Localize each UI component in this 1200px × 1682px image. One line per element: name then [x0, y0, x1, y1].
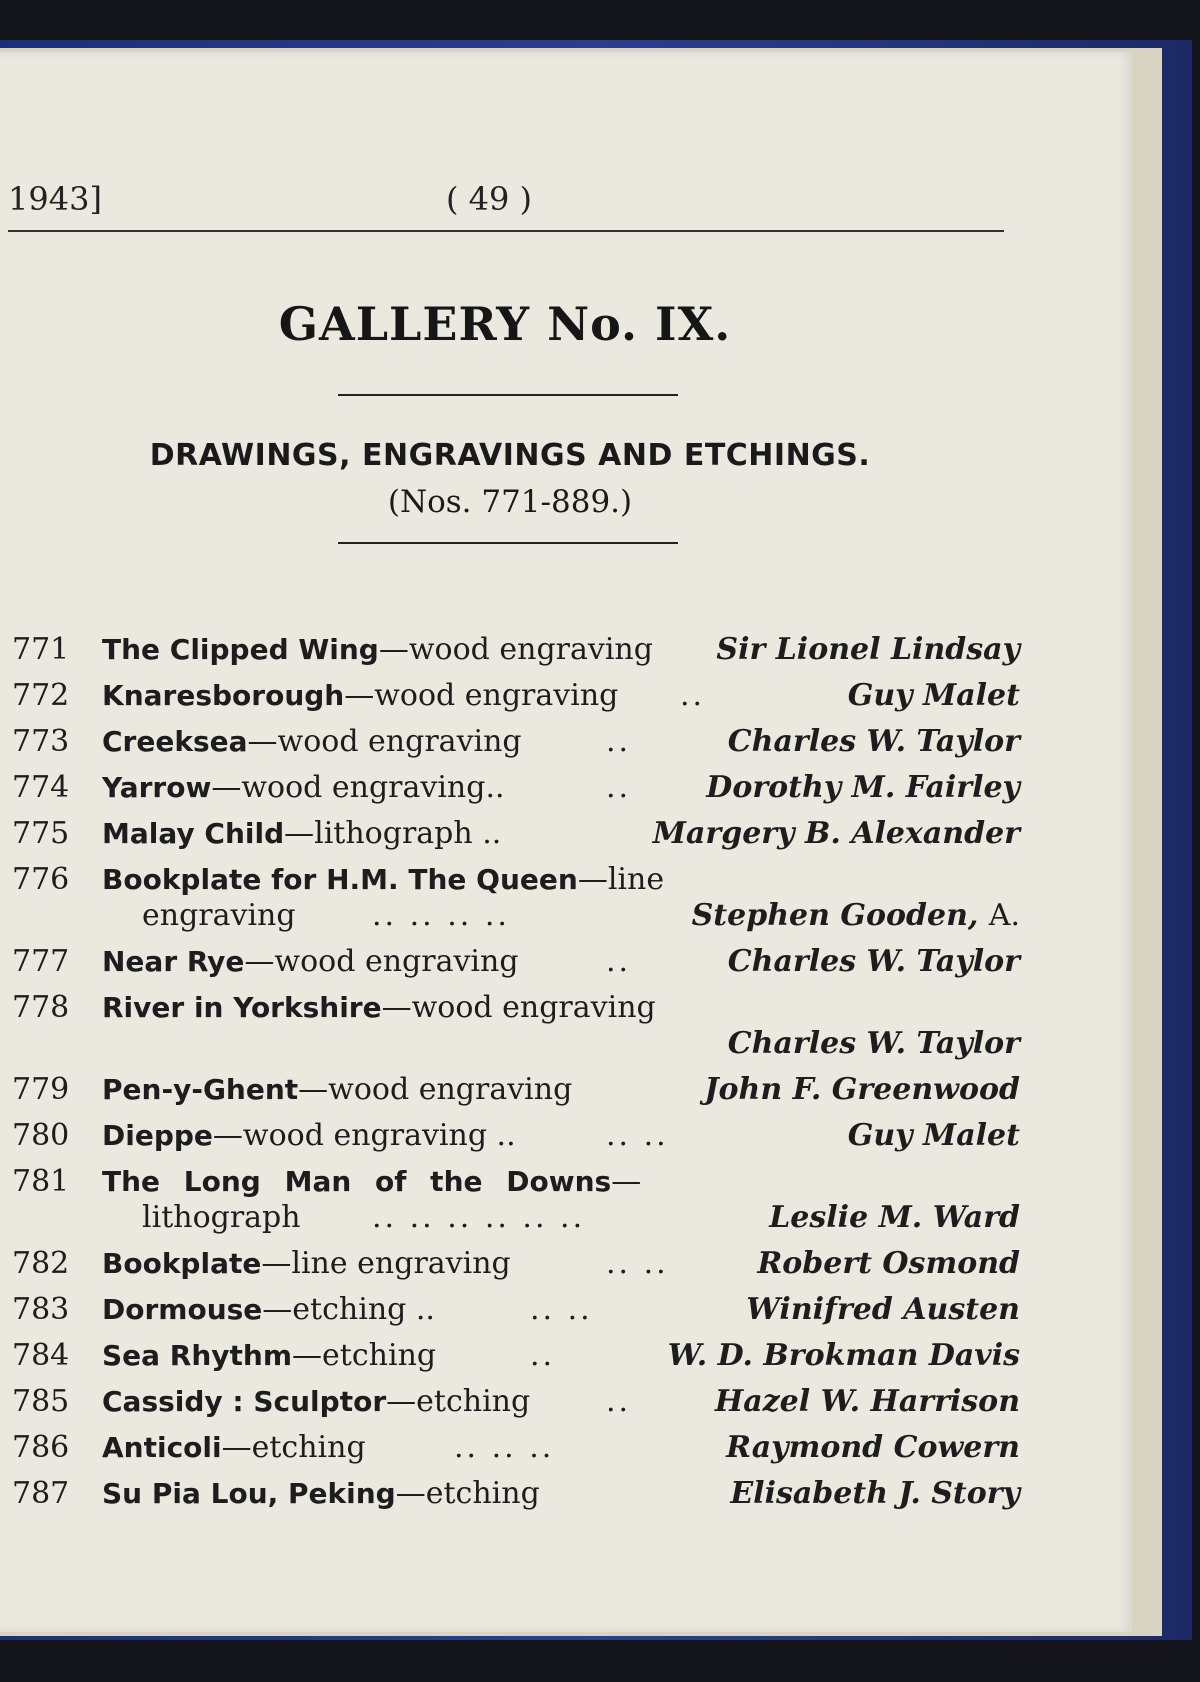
entry-description: [102, 1118, 516, 1153]
entry-description: [102, 990, 656, 1025]
entry-medium: —wood engraving ..: [212, 1118, 516, 1153]
entry-description: [102, 678, 618, 713]
dot-leader: .. .. ..: [454, 1430, 555, 1465]
catalogue-entry: [8, 724, 1020, 764]
entry-description: [102, 1292, 435, 1327]
entry-artist: Winifred Austen: [746, 1292, 1020, 1327]
catalogue-entry-continuation: [8, 1026, 1020, 1066]
dot-leader: ..: [606, 770, 632, 805]
entry-artist-name: Stephen Gooden,: [691, 898, 979, 933]
entry-title: Dormouse: [102, 1293, 263, 1326]
entry-artist: Hazel W. Harrison: [714, 1384, 1020, 1419]
running-head: [8, 180, 1004, 220]
entry-number: 778: [12, 990, 70, 1025]
catalogue-entry: [8, 1292, 1020, 1332]
catalogue-page: [0, 52, 1132, 1632]
entry-title: Knaresborough: [102, 679, 345, 712]
entry-medium-continued: lithograph: [142, 1200, 301, 1235]
entry-title: River in Yorkshire: [102, 991, 382, 1024]
entry-description: [102, 1338, 436, 1373]
entry-artist: Charles W. Taylor: [727, 724, 1020, 759]
catalogue-entry: [8, 1384, 1020, 1424]
entry-medium: —wood engraving: [344, 678, 619, 713]
entry-artist: John F. Greenwood: [704, 1072, 1020, 1107]
entry-medium: —wood engraving: [298, 1072, 573, 1107]
entry-artist: Raymond Cowern: [726, 1430, 1020, 1465]
dot-leader: .. ..: [606, 1118, 669, 1153]
entry-description: [102, 724, 522, 759]
entry-number: 772: [12, 678, 70, 713]
gallery-title: GALLERY No. IX.: [278, 297, 732, 351]
entry-description: [102, 862, 664, 897]
entry-artist: Robert Osmond: [757, 1246, 1020, 1281]
entry-description: [102, 632, 653, 667]
entry-title: Bookplate for H.M. The Queen: [102, 863, 578, 896]
entry-artist: W. D. Brokman Davis: [667, 1338, 1020, 1373]
catalogue-entry: [8, 862, 1020, 902]
catalogue-entry: [8, 632, 1020, 672]
catalogue-entry: [8, 1072, 1020, 1112]
catalogue-entry: [8, 1164, 1020, 1204]
section-title: DRAWINGS, ENGRAVINGS AND ETCHINGS.: [149, 438, 871, 473]
dot-leader: ..: [606, 1384, 632, 1419]
entry-artist-suffix: A.: [988, 898, 1020, 933]
dot-leader: .. .. .. .. .. ..: [372, 1200, 586, 1235]
entry-medium: —line: [577, 862, 665, 897]
divider-bottom: [338, 542, 678, 544]
entry-number: 775: [12, 816, 70, 851]
catalogue-entry: [8, 1476, 1020, 1516]
entry-title: Near Rye: [102, 945, 245, 978]
dot-leader: ..: [606, 944, 632, 979]
page-number: ( 49 ): [446, 180, 533, 218]
entry-artist: Leslie M. Ward: [769, 1200, 1020, 1235]
dot-leader: ..: [680, 678, 706, 713]
section-range: (Nos. 771-889.): [387, 484, 633, 520]
entry-number: 773: [12, 724, 70, 759]
catalogue-entry: [8, 816, 1020, 856]
entry-number: 777: [12, 944, 70, 979]
entry-title: Su Pia Lou, Peking: [102, 1477, 396, 1510]
entry-description: [102, 1430, 366, 1465]
entry-number: 785: [12, 1384, 70, 1419]
catalogue-entry: [8, 1246, 1020, 1286]
entry-description: [102, 770, 505, 805]
entry-number: 771: [12, 632, 70, 667]
dot-leader: ..: [530, 1338, 556, 1373]
entry-medium: —wood engraving..: [211, 770, 505, 805]
entry-medium: —wood engraving: [378, 632, 653, 667]
entry-number: 786: [12, 1430, 70, 1465]
entry-title: Sea Rhythm: [102, 1339, 293, 1372]
entry-description: [102, 1164, 641, 1199]
entry-medium: —etching: [395, 1476, 540, 1511]
entry-artist: Charles W. Taylor: [727, 944, 1020, 979]
entry-title: Bookplate: [102, 1247, 262, 1280]
entry-medium: —wood engraving: [244, 944, 519, 979]
entry-description: [102, 944, 519, 979]
entry-description: [102, 1246, 511, 1281]
entry-number: 781: [12, 1164, 70, 1199]
catalogue-entry: [8, 990, 1020, 1030]
entry-title: The Long Man of the Downs: [102, 1165, 612, 1198]
entry-medium: —: [611, 1164, 642, 1199]
entry-description: [102, 816, 501, 851]
entry-medium: —wood engraving: [381, 990, 656, 1025]
dot-leader: .. .. .. ..: [372, 898, 510, 933]
entry-title: Anticoli: [102, 1431, 222, 1464]
entry-medium: —etching: [292, 1338, 437, 1373]
entry-artist: Charles W. Taylor: [727, 1026, 1020, 1061]
catalogue-entry: [8, 678, 1020, 718]
entry-artist: Elisabeth J. Story: [730, 1476, 1020, 1511]
entry-artist: Margery B. Alexander: [652, 816, 1020, 851]
dot-leader: ..: [606, 724, 632, 759]
catalogue-entry: [8, 1430, 1020, 1470]
entry-number: 782: [12, 1246, 70, 1281]
entry-description: [102, 1476, 540, 1511]
catalogue-entry-continuation: [8, 1200, 1020, 1240]
entry-title: Pen-y-Ghent: [102, 1073, 299, 1106]
entry-medium: —line engraving: [261, 1246, 511, 1281]
entry-artist: Sir Lionel Lindsay: [716, 632, 1020, 667]
entry-title: Yarrow: [102, 771, 212, 804]
entry-title: Cassidy : Sculptor: [102, 1385, 387, 1418]
catalogue-entry: [8, 1338, 1020, 1378]
divider-top: [338, 394, 678, 396]
entry-title: Dieppe: [102, 1119, 213, 1152]
entry-medium: —etching: [386, 1384, 531, 1419]
catalogue-list: [8, 632, 1020, 1572]
entry-number: 787: [12, 1476, 70, 1511]
entry-medium: —wood engraving: [247, 724, 522, 759]
entry-medium-continued: engraving: [142, 898, 296, 933]
entry-description: [102, 1384, 530, 1419]
entry-artist: Guy Malet: [847, 678, 1020, 713]
entry-number: 774: [12, 770, 70, 805]
entry-medium: —etching ..: [262, 1292, 435, 1327]
entry-number: 780: [12, 1118, 70, 1153]
entry-medium: —etching: [221, 1430, 366, 1465]
entry-medium: —lithograph ..: [284, 816, 502, 851]
entry-number: 779: [12, 1072, 70, 1107]
catalogue-entry: [8, 944, 1020, 984]
entry-artist: Guy Malet: [847, 1118, 1020, 1153]
entry-title: The Clipped Wing: [102, 633, 379, 666]
catalogue-entry: [8, 770, 1020, 810]
running-head-year: 1943]: [8, 180, 102, 218]
dot-leader: .. ..: [530, 1292, 593, 1327]
entry-number: 776: [12, 862, 70, 897]
entry-title: Creeksea: [102, 725, 248, 758]
catalogue-entry: [8, 1118, 1020, 1158]
catalogue-entry-continuation: [8, 898, 1020, 938]
header-rule: [8, 230, 1004, 232]
entry-title: Malay Child: [102, 817, 285, 850]
entry-artist: [692, 898, 1020, 933]
entry-number: 783: [12, 1292, 70, 1327]
entry-description: [102, 1072, 572, 1107]
entry-number: 784: [12, 1338, 70, 1373]
dot-leader: .. ..: [606, 1246, 669, 1281]
entry-artist: Dorothy M. Fairley: [706, 770, 1020, 805]
